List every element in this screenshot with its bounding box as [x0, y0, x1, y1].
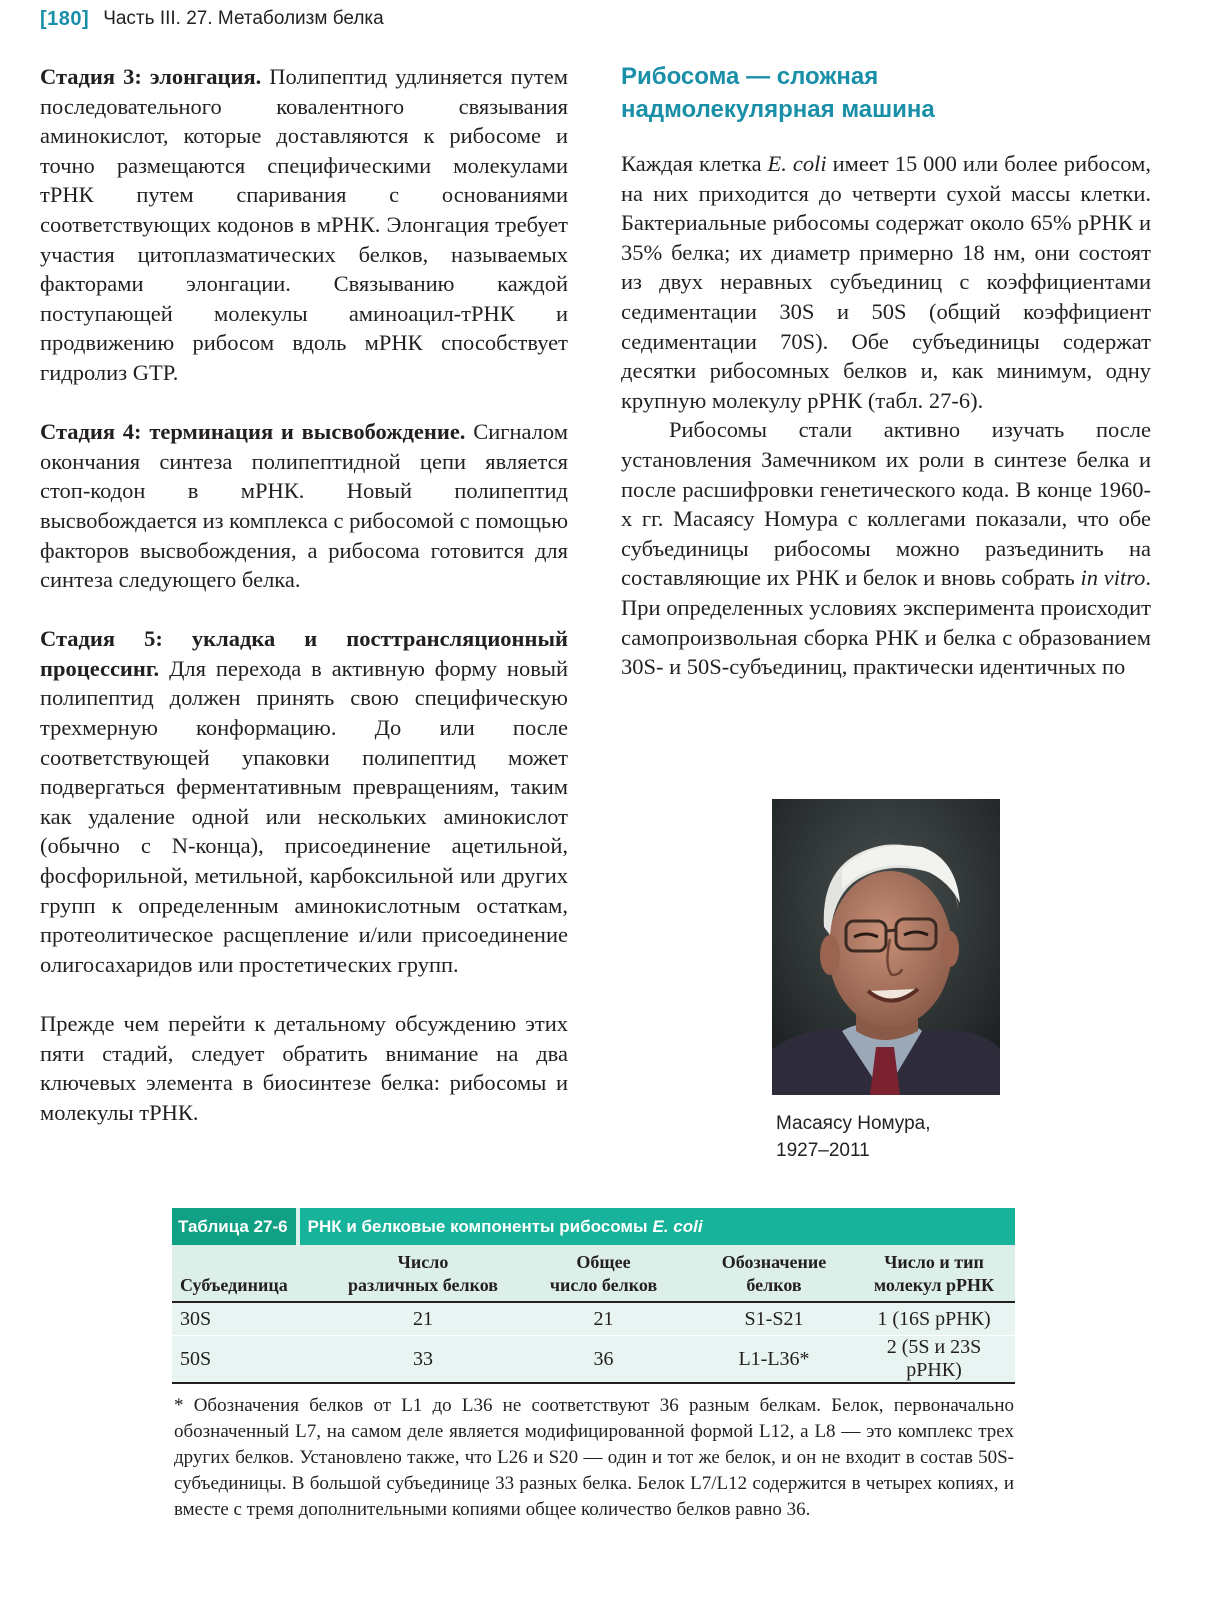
table-title-bar	[172, 1208, 1015, 1245]
table-cell: 2 (5S и 23S рРНК)	[853, 1336, 1015, 1384]
table-caption-italic: E. coli	[652, 1216, 703, 1236]
header-distinct-proteins: Число различных белков	[334, 1245, 512, 1302]
running-title: Часть III. 27. Метаболизм белка	[103, 8, 384, 29]
stage3-title: Стадия 3: элонгация.	[40, 64, 262, 89]
stage5-title: Стадия 5: укладка и посттрансляционный процессинг.	[40, 626, 568, 681]
table-row	[172, 1302, 1015, 1336]
stage4-title: Стадия 4: терминация и высвобождение.	[40, 419, 466, 445]
stage3-text: Полипептид удлиняется путем последовательного ковалентного связывания аминокислот, которые доставляются к рибосоме и точно размещаются специфическими молекулами тРНК путем спаривания с основаниями соответствующих кодонов в мРНК. Элонгация требует участия цитоплазматических белков, называемых факторами элонгации. Связыванию каждой поступающей молекулы аминоацил-тРНК и продвижению рибосом вдоль мРНК способствует гидролиз GTP.	[40, 64, 568, 385]
table-caption-text: РНК и белковые компоненты рибосомы	[307, 1216, 648, 1236]
running-head	[40, 4, 384, 34]
table-cell: 30S	[172, 1302, 334, 1336]
section-heading	[621, 60, 1161, 126]
header-total-proteins: Общее число белков	[512, 1245, 695, 1302]
header-subunit: Субъединица	[172, 1245, 334, 1302]
left-column	[40, 62, 568, 1127]
caption-name: Масаясу Номура,	[776, 1113, 931, 1134]
stage5-text: Для перехода в активную форму новый полипептид должен принять свою специфическую трехмерную конформацию. До или после соответствующей упаковки полипептид может подвергаться ферментативным превращениям, таким как удаление одной или нескольких аминокислот (обычно с N-конца), присоединение ацетильной, фосфорильной, метильной, карбоксильной или других групп к определенным аминокислотным остаткам, протеолитическое расщепление и/или присоединение олигосахаридов или простетических групп.	[40, 655, 568, 977]
closing-paragraph: Прежде чем перейти к детальному обсуждению этих пяти стадий, следует обратить внимание на два ключевых элемента в биосинтезе белка: рибосомы и молекулы тРНК.	[40, 1011, 568, 1125]
right-column	[621, 149, 1151, 682]
table-caption	[300, 1208, 703, 1245]
stage4-paragraph	[40, 417, 568, 595]
table-row	[172, 1336, 1015, 1384]
portrait-caption	[776, 1110, 931, 1164]
stage5-paragraph	[40, 624, 568, 979]
stage3-paragraph	[40, 62, 568, 388]
table-cell: 21	[334, 1302, 512, 1336]
ribosome-p1-text-a: Каждая клетка	[621, 151, 768, 176]
table-cell: S1-S21	[695, 1302, 853, 1336]
ribosome-p2-text-a: Рибосомы стали активно изучать после установления Замечником их роли в синтезе белка и после расшифровки генетического кода. В конце 1960-х гг. Масаясу Номура с коллегами показали, что обе субъединицы рибосомы можно разъединить на составляющие их РНК и белок и вновь собрать	[621, 417, 1151, 591]
page-number: [180]	[40, 7, 90, 30]
table-cell: 1 (16S рРНК)	[853, 1302, 1015, 1336]
table-cell: L1-L36*	[695, 1336, 853, 1384]
table-footnote: * Обозначения белков от L1 до L36 не соответствуют 36 разным белкам. Белок, первоначально обозначенный L7, на самом деле является модифицированной формой L12, а L8 — это комплекс трех других белков. Установлено также, что L26 и S20 — один и тот же белок, и он не входит в состав 50S-субъединицы. В большой субъединице 33 разных белка. Белок L7/L12 содержится в четырех копиях, и вместе с тремя дополнительными копиями общее количество белков равно 36.	[174, 1395, 1015, 1520]
ribosome-paragraph-1	[621, 149, 1151, 415]
table-cell: 36	[512, 1336, 695, 1384]
table-cell: 50S	[172, 1336, 334, 1384]
ribosome-table	[172, 1245, 1015, 1384]
ribosome-p2-text-b: . При определенных условиях эксперимента происходит самопроизвольная сборка РНК и белка с образованием 30S- и 50S-субъединиц, практически идентичных по	[621, 565, 1151, 680]
header-rrna: Число и тип молекул рРНК	[853, 1245, 1015, 1302]
caption-years: 1927–2011	[776, 1140, 870, 1161]
header-protein-designation: Обозначение белков	[695, 1245, 853, 1302]
section-heading-line2: надмолекулярная машина	[621, 96, 935, 123]
in-vitro-italic: in vitro	[1080, 565, 1146, 591]
table-27-6	[172, 1208, 1015, 1523]
section-heading-line1: Рибосома — сложная	[621, 63, 879, 90]
table-header-row	[172, 1245, 1015, 1302]
ecoli-italic: E. coli	[767, 151, 827, 176]
ribosome-p1-text-b: имеет 15 000 или более рибосом, на них приходится до четверти сухой массы клетки. Бактериальные рибосомы содержат около 65% рРНК и 35% белка; их диаметр примерно 18 нм, они состоят из двух неравных субъединиц с коэффициентами седиментации 30S и 50S (общий коэффициент седиментации 70S). Обе субъединицы содержат десятки рибосомных белков и, как минимум, одну крупную молекулу рРНК (табл. 27-6).	[621, 151, 1151, 413]
stage4-text: Сигналом окончания синтеза полипептидной цепи является стоп-кодон в мРНК. Новый полипептид высвобождается из комплекса с рибосомой с помощью факторов высвобождения, а рибосома готовится для синтеза следующего белка.	[40, 419, 569, 593]
table-cell: 33	[334, 1336, 512, 1384]
portrait-photo	[772, 799, 1000, 1095]
table-label: Таблица 27-6	[172, 1208, 296, 1245]
table-cell: 21	[512, 1302, 695, 1336]
ribosome-paragraph-2	[621, 415, 1151, 681]
